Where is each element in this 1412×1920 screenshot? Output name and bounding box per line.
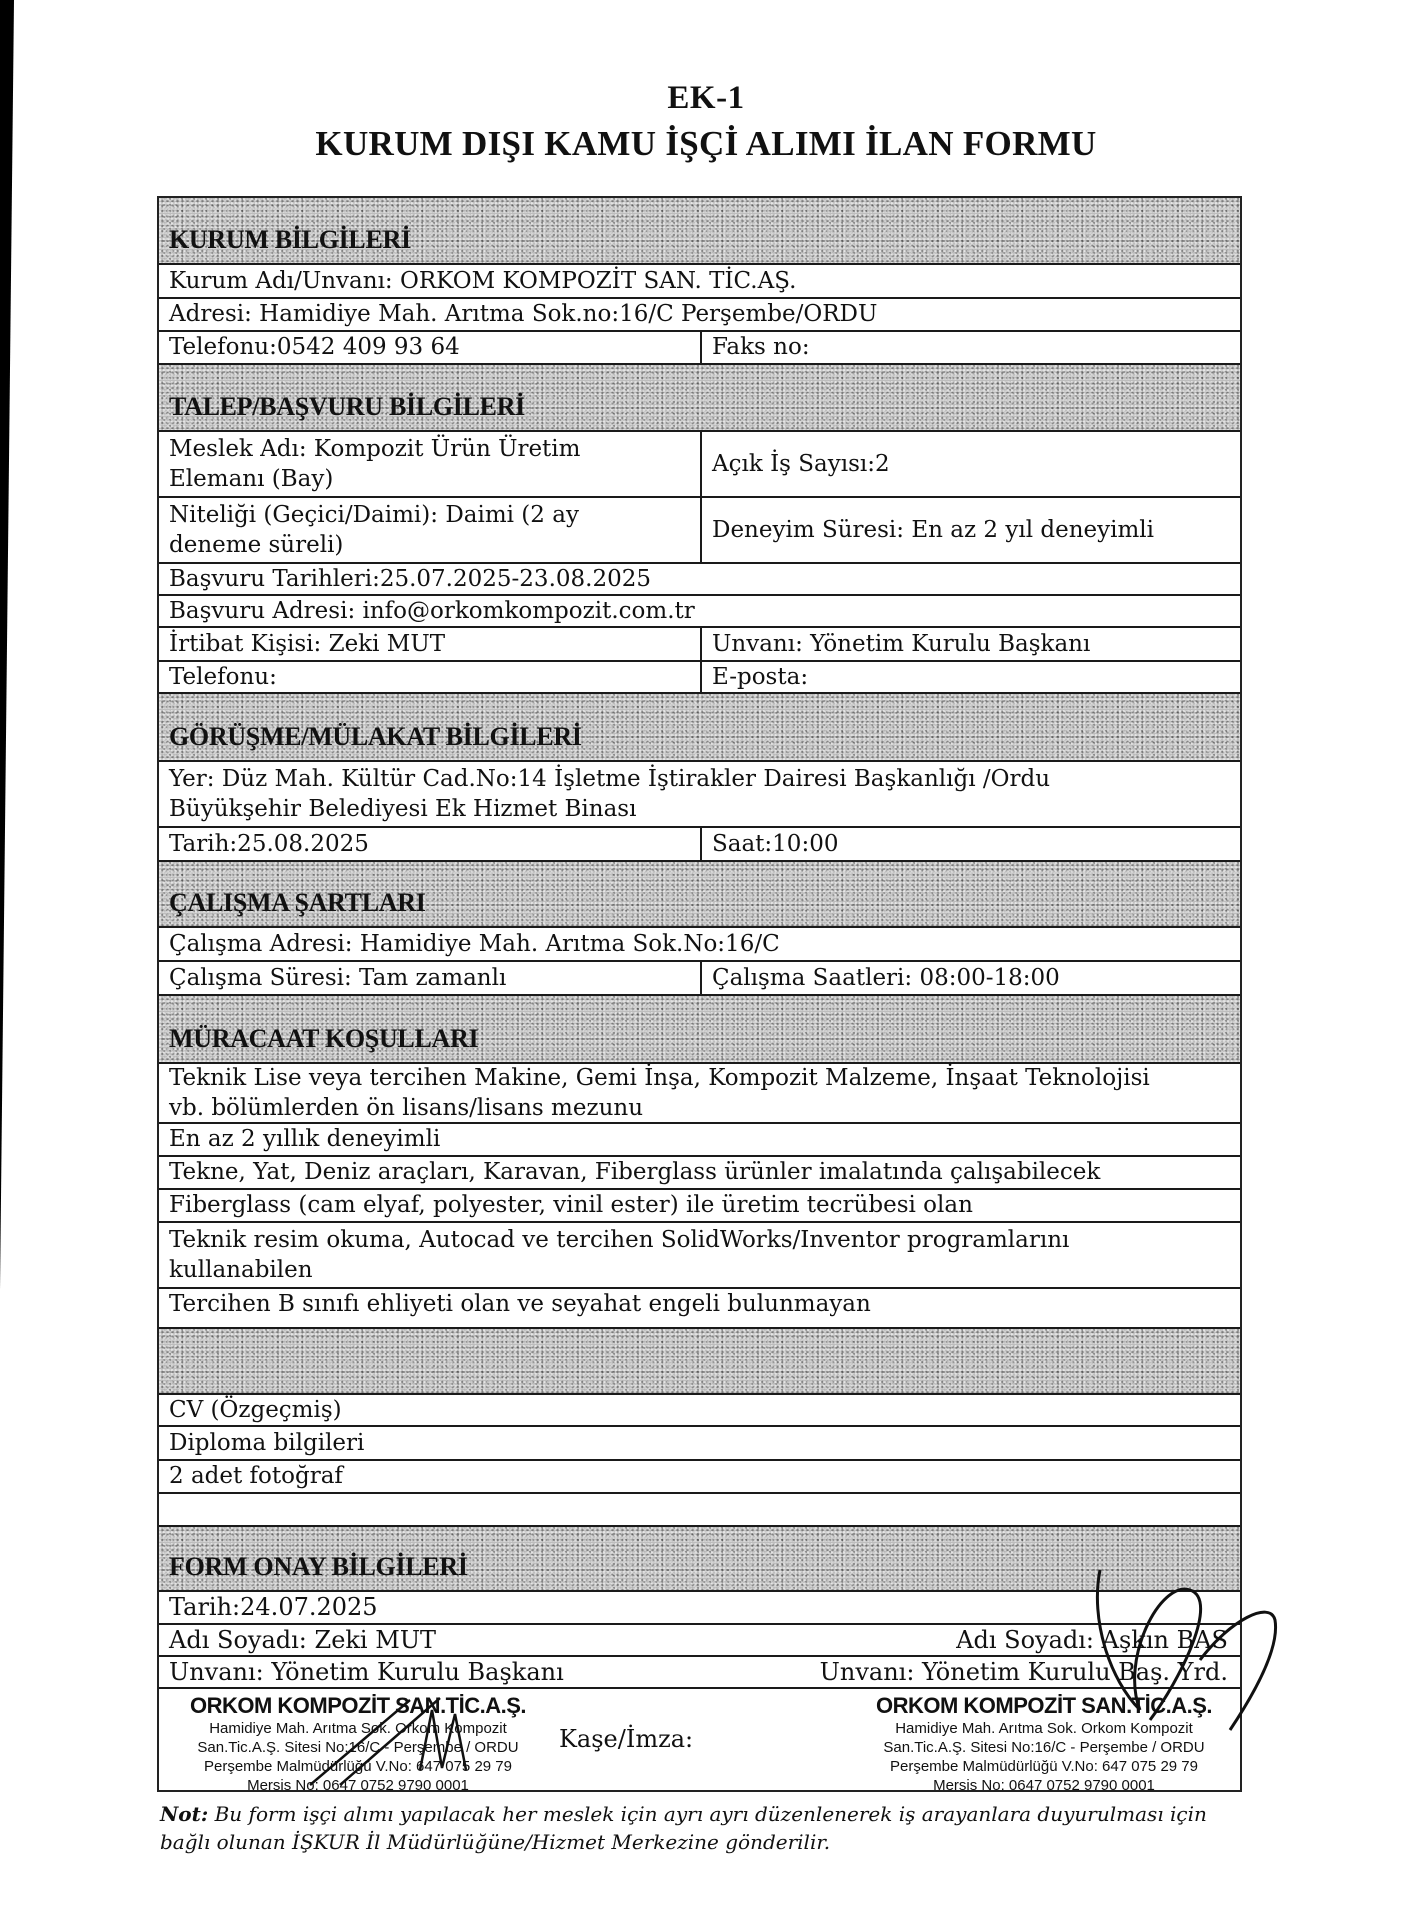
stamp-line: Hamidiye Mah. Arıtma Sok. Orkom Kompozit — [895, 1720, 1193, 1737]
list-item — [159, 1461, 1240, 1494]
basvuru-tarihleri: Başvuru Tarihleri:25.07.2025-23.08.2025 — [169, 565, 651, 592]
onay-adi-sag: Adı Soyadı: Aşkın BAS — [956, 1625, 1228, 1654]
acik-is-sayisi: Açık İş Sayısı:2 — [712, 450, 890, 477]
kurum-faks: Faks no: — [712, 334, 810, 360]
list-item — [159, 1494, 1240, 1527]
signature-right-icon — [1080, 1560, 1280, 1790]
kurum-adi: Kurum Adı/Unvanı: ORKOM KOMPOZİT SAN. TİC.AŞ. — [169, 267, 797, 294]
table-row — [159, 1625, 1240, 1657]
irtibat-unvan: Unvanı: Yönetim Kurulu Başkanı — [712, 630, 1091, 657]
niteligi: Niteliği (Geçici/Daimi): Daimi (2 ay deneme süreli) — [159, 498, 702, 562]
stamp-line: Mersis No: 0647 0752 9790 0001 — [933, 1777, 1155, 1794]
onay-adi-sol: Adı Soyadı: Zeki MUT — [169, 1625, 437, 1654]
kosul-item: Teknik resim okuma, Autocad ve tercihen SolidWorks/Inventor programlarını kullanabilen — [169, 1227, 1070, 1283]
form-title: KURUM DIŞI KAMU İŞÇİ ALIMI İLAN FORMU — [315, 124, 1097, 163]
scan-edge-shadow — [0, 0, 14, 1290]
irtibat-eposta: E-posta: — [712, 663, 809, 690]
section-header-talep — [159, 365, 1240, 432]
calisma-suresi: Çalışma Süresi: Tam zamanlı — [159, 962, 702, 994]
form-table — [157, 196, 1242, 1792]
section-title: TALEP/BAŞVURU BİLGİLERİ — [169, 392, 525, 421]
table-row — [159, 299, 1240, 332]
belge-item: CV (Özgeçmiş) — [169, 1396, 342, 1423]
table-row — [159, 662, 1240, 694]
signature-left-icon — [300, 1690, 540, 1790]
form-annex-label: EK-1 — [667, 80, 745, 116]
kosul-item: Tekne, Yat, Deniz araçları, Karavan, Fiberglass ürünler imalatında çalışabilecek — [169, 1159, 1101, 1185]
mulakat-tarih: Tarih:25.08.2025 — [159, 828, 702, 860]
list-item — [159, 1289, 1240, 1329]
list-item — [159, 1124, 1240, 1157]
stamp-line: San.Tic.A.Ş. Sitesi No:16/C - Perşembe / ORDU — [197, 1739, 519, 1756]
kosul-item: En az 2 yıllık deneyimli — [169, 1126, 441, 1152]
onay-unvan-sol: Unvanı: Yönetim Kurulu Başkanı — [169, 1657, 564, 1686]
table-row — [159, 265, 1240, 299]
irtibat-telefon: Telefonu: — [159, 662, 702, 692]
table-row — [159, 332, 1240, 365]
list-item — [159, 1395, 1240, 1427]
calisma-adresi: Çalışma Adresi: Hamidiye Mah. Arıtma Sok.No:16/C — [169, 930, 780, 957]
section-header-belgeler — [159, 1329, 1240, 1395]
list-item — [159, 1223, 1240, 1289]
kase-imza-label: Kaşe/İmza: — [559, 1725, 694, 1753]
belge-item: 2 adet fotoğraf — [169, 1463, 343, 1489]
mulakat-yer: Yer: Düz Mah. Kültür Cad.No:14 İşletme İştirakler Dairesi Başkanlığı /Ordu Büyükşehir Belediyesi Ek Hizmet Binası — [169, 766, 1051, 822]
irtibat-kisisi: İrtibat Kişisi: Zeki MUT — [159, 628, 702, 660]
section-header-gorusme — [159, 694, 1240, 762]
section-title: GÖRÜŞME/MÜLAKAT BİLGİLERİ — [169, 722, 582, 751]
section-header-form-onay — [159, 1527, 1240, 1592]
table-row — [159, 432, 1240, 498]
stamp-line: Hamidiye Mah. Arıtma Sok. Orkom Kompozit — [209, 1720, 507, 1737]
meslek-adi: Meslek Adı: Kompozit Ürün Üretim Elemanı (Bay) — [159, 432, 702, 496]
section-title: KURUM BİLGİLERİ — [169, 225, 411, 254]
table-row — [159, 596, 1240, 628]
stamp-title: ORKOM KOMPOZİT SAN.TİC.A.Ş. — [189, 1693, 527, 1718]
table-row — [159, 962, 1240, 996]
list-item — [159, 1427, 1240, 1461]
stamp-line: Perşembe Malmüdürlüğü V.No: 647 075 29 79 — [890, 1758, 1198, 1775]
table-row — [159, 564, 1240, 596]
list-item — [159, 1157, 1240, 1190]
deneyim-suresi: Deneyim Süresi: En az 2 yıl deneyimli — [712, 516, 1154, 543]
table-row — [159, 628, 1240, 662]
basvuru-adresi: Başvuru Adresi: info@orkomkompozit.com.tr — [169, 597, 695, 624]
kosul-item: Teknik Lise veya tercihen Makine, Gemi İnşa, Kompozit Malzeme, İnşaat Teknolojisi vb. bölümlerden ön lisans/lisans mezunu — [169, 1065, 1150, 1121]
table-row — [159, 498, 1240, 564]
onay-unvan-sag: Unvanı: Yönetim Kurulu Baş. Yrd. — [819, 1657, 1228, 1686]
section-title: FORM ONAY BİLGİLERİ — [169, 1552, 468, 1581]
note-label: Not: — [160, 1802, 209, 1826]
table-row — [159, 1657, 1240, 1689]
stamp-line: Mersis No: 0647 0752 9790 0001 — [247, 1777, 469, 1794]
list-item — [159, 1064, 1240, 1124]
section-title: MÜRACAAT KOŞULLARI — [169, 1024, 479, 1053]
calisma-saatleri: Çalışma Saatleri: 08:00-18:00 — [712, 964, 1060, 991]
belge-item — [159, 1494, 1240, 1525]
kurum-telefon: Telefonu:0542 409 93 64 — [159, 332, 702, 363]
section-title: ÇALIŞMA ŞARTLARI — [169, 888, 426, 917]
stamp-line: Perşembe Malmüdürlüğü V.No: 647 075 29 79 — [204, 1758, 512, 1775]
belge-item: Diploma bilgileri — [169, 1429, 365, 1456]
onay-tarih: Tarih:24.07.2025 — [169, 1593, 378, 1621]
kosul-item: Tercihen B sınıfı ehliyeti olan ve seyahat engeli bulunmayan — [169, 1291, 871, 1317]
table-row — [159, 1592, 1240, 1625]
mulakat-saat: Saat:10:00 — [712, 830, 839, 857]
list-item — [159, 1190, 1240, 1223]
table-row — [159, 828, 1240, 862]
kosul-item: Fiberglass (cam elyaf, polyester, vinil ester) ile üretim tecrübesi olan — [169, 1192, 973, 1218]
section-header-kurum — [159, 198, 1240, 265]
footer-note — [160, 1800, 1260, 1856]
table-row — [159, 928, 1240, 962]
kurum-adres: Adresi: Hamidiye Mah. Arıtma Sok.no:16/C Perşembe/ORDU — [169, 301, 878, 327]
section-header-calisma — [159, 862, 1240, 928]
section-header-muracaat — [159, 996, 1240, 1064]
stamp-line: San.Tic.A.Ş. Sitesi No:16/C - Perşembe / ORDU — [883, 1739, 1205, 1756]
note-text: Bu form işçi alımı yapılacak her meslek için ayrı ayrı düzenlenerek iş arayanlara duyurulması için bağlı olunan İŞKUR İl Müdürlüğüne/Hizmet Merkezine gönderilir. — [160, 1802, 1207, 1854]
table-row — [159, 762, 1240, 828]
stamp-title: ORKOM KOMPOZİT SAN.TİC.A.Ş. — [875, 1693, 1213, 1718]
